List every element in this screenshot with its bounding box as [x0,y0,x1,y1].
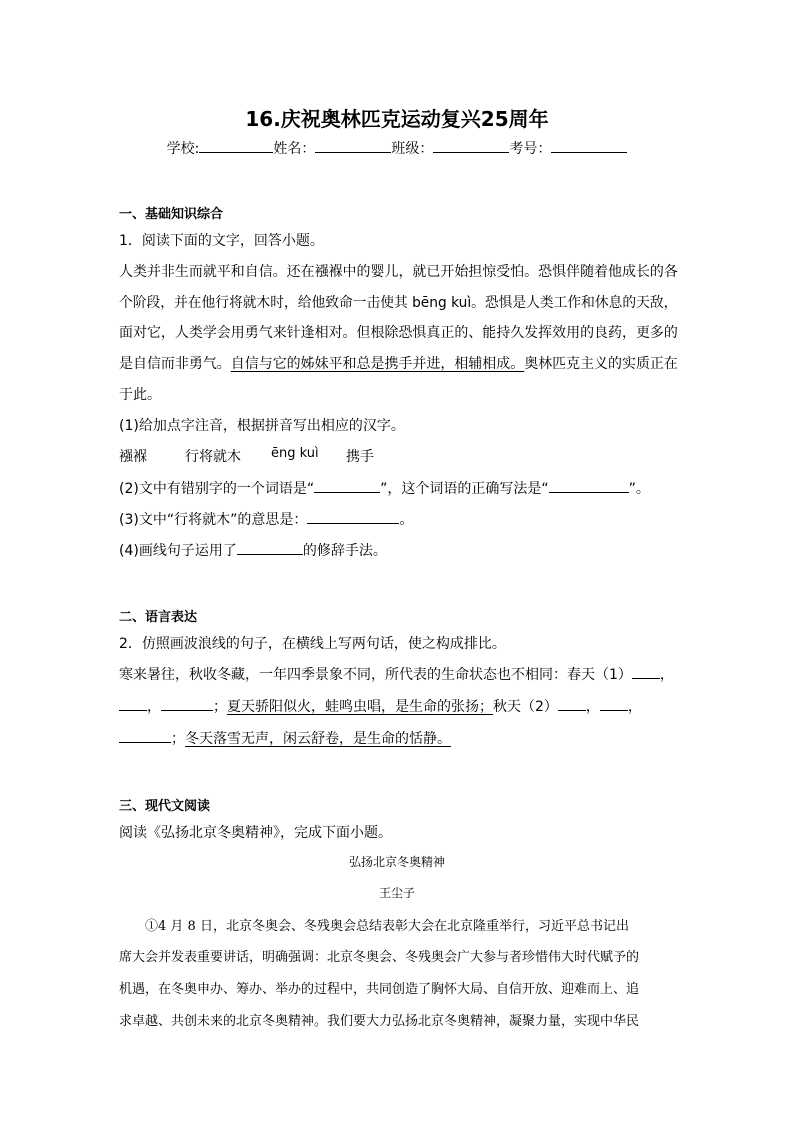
class-blank[interactable] [433,138,509,153]
question-2-line-3 [119,728,451,748]
sub-question-2-blank-2[interactable] [549,478,629,493]
sub-question-2 [119,478,650,498]
q2-comma-4: ， [627,699,642,715]
sub-question-2-blank-1[interactable] [314,478,380,493]
school-blank[interactable] [199,138,273,153]
article-p1-line-2: 席大会并发表重要讲话，明确强调：北京冬奥会、冬残奥会广大参与者珍惜伟大时代赋予的 [119,950,640,965]
word-4: 携手 [346,449,374,465]
sub-question-3-blank[interactable] [307,509,399,524]
question-1-intro: 1．阅读下面的文字，回答小题。 [119,233,324,249]
sub-question-1: (1)给加点字注音，根据拼音写出相应的汉字。 [119,418,405,434]
word-3-pinyin: ēng kuì [271,446,319,461]
passage-line-4 [119,353,678,373]
passage-line-1: 人类并非生而就平和自信。还在襁褓中的婴儿，就已开始担惊受怕。恐惧伴随着他成长的各 [119,264,678,280]
school-label: 学校: [166,141,200,157]
q2-blank-5[interactable] [600,696,628,711]
article-title: 弘扬北京冬奥精神 [348,855,445,869]
article-p1-line-3: 机遇，在冬奥申办、筹办、举办的过程中，共同创造了胸怀大局、自信开放、迎难而上、追 [119,982,640,997]
passage-line-4-start: 是自信而非勇气。 [119,356,231,372]
name-blank[interactable] [315,138,391,153]
section-heading-2: 二、语言表达 [119,610,198,625]
article-p1-line-4: 求卓越、共创未来的北京冬奥精神。我们要大力弘扬北京冬奥精神，凝聚力量，实现中华民 [119,1014,640,1029]
word-1: 襁褓 [119,449,147,465]
sub-question-4-blank[interactable] [237,540,303,555]
passage-line-3: 面对它，人类学会用勇气来针逢相对。但根除恐惧真正的、能持久发挥效用的良药，更多的 [119,325,678,341]
sub-question-4-part-2: 的修辞手法。 [302,543,387,559]
question-2-line-1 [119,664,674,684]
underlined-sentence: 自信与它的姊妹平和总是携手并进，相辅相成。 [230,356,525,372]
wavy-sentence-2: 冬天落雪无声，闲云舒卷，是生命的恬静。 [185,731,451,747]
article-author: 王尘子 [378,886,415,900]
page-title: 16.庆祝奥林匹克运动复兴25周年 [245,107,549,131]
question-2-line-2 [119,696,642,716]
sub-question-2-part-1: (2)文中有错别字的一个词语是“ [119,481,315,497]
q2-blank-4[interactable] [558,696,586,711]
wavy-sentence-1: 夏天骄阳似火，蛙鸣虫唱，是生命的张扬； [227,699,493,715]
q2-autumn-text: 秋天（2） [493,699,558,715]
q2-semicolon-1: ； [213,699,227,715]
article-p1-line-1: ①4 月 8 日，北京冬奥会、冬残奥会总结表彰大会在北京隆重举行，习近平总书记出 [145,919,629,934]
reading-intro: 阅读《弘扬北京冬奥精神》，完成下面小题。 [119,825,392,841]
section-heading-1: 一、基础知识综合 [119,207,224,222]
q2-blank-1[interactable] [632,664,660,679]
sub-question-3 [119,509,413,529]
sub-question-3-part-2: 。 [399,512,414,528]
question-2-intro: 2．仿照画波浪线的句子，在横线上写两句话，使之构成排比。 [119,636,506,652]
id-blank[interactable] [551,138,627,153]
sub-question-2-part-2: ”，这个词语的正确写法是“ [380,481,549,497]
q2-blank-3[interactable] [161,696,213,711]
section-heading-3: 三、现代文阅读 [119,799,211,814]
name-label: 姓名： [273,141,316,157]
q2-comma-2: ， [147,699,161,715]
passage-line-4-end: 奥林匹克主义的实质正在 [524,356,678,372]
class-label: 班级： [391,141,434,157]
q2-semicolon-2: ； [171,731,185,747]
student-info-line [0,138,794,158]
passage-line-2: 个阶段，并在他行将就木时，给他致命一击使其 bēng kuì。恐惧是人类工作和休息的天敌， [119,295,678,311]
q2-comma-3: ， [585,699,600,715]
q2-line-1-text: 寒来暑往，秋收冬藏，一年四季景象不同，所代表的生命状态也不相同：春天（1） [119,667,632,683]
word-2: 行将就木 [185,449,241,465]
q2-comma-1: ， [659,667,674,683]
id-label: 考号： [509,141,552,157]
q2-blank-2[interactable] [119,696,147,711]
sub-question-4 [119,540,387,560]
passage-line-5: 于此。 [119,387,161,403]
sub-question-4-part-1: (4)画线句子运用了 [119,543,237,559]
sub-question-2-part-3: ”。 [628,481,650,497]
q2-blank-6[interactable] [119,728,171,743]
sub-question-3-part-1: (3)文中“行将就木”的意思是： [119,512,308,528]
